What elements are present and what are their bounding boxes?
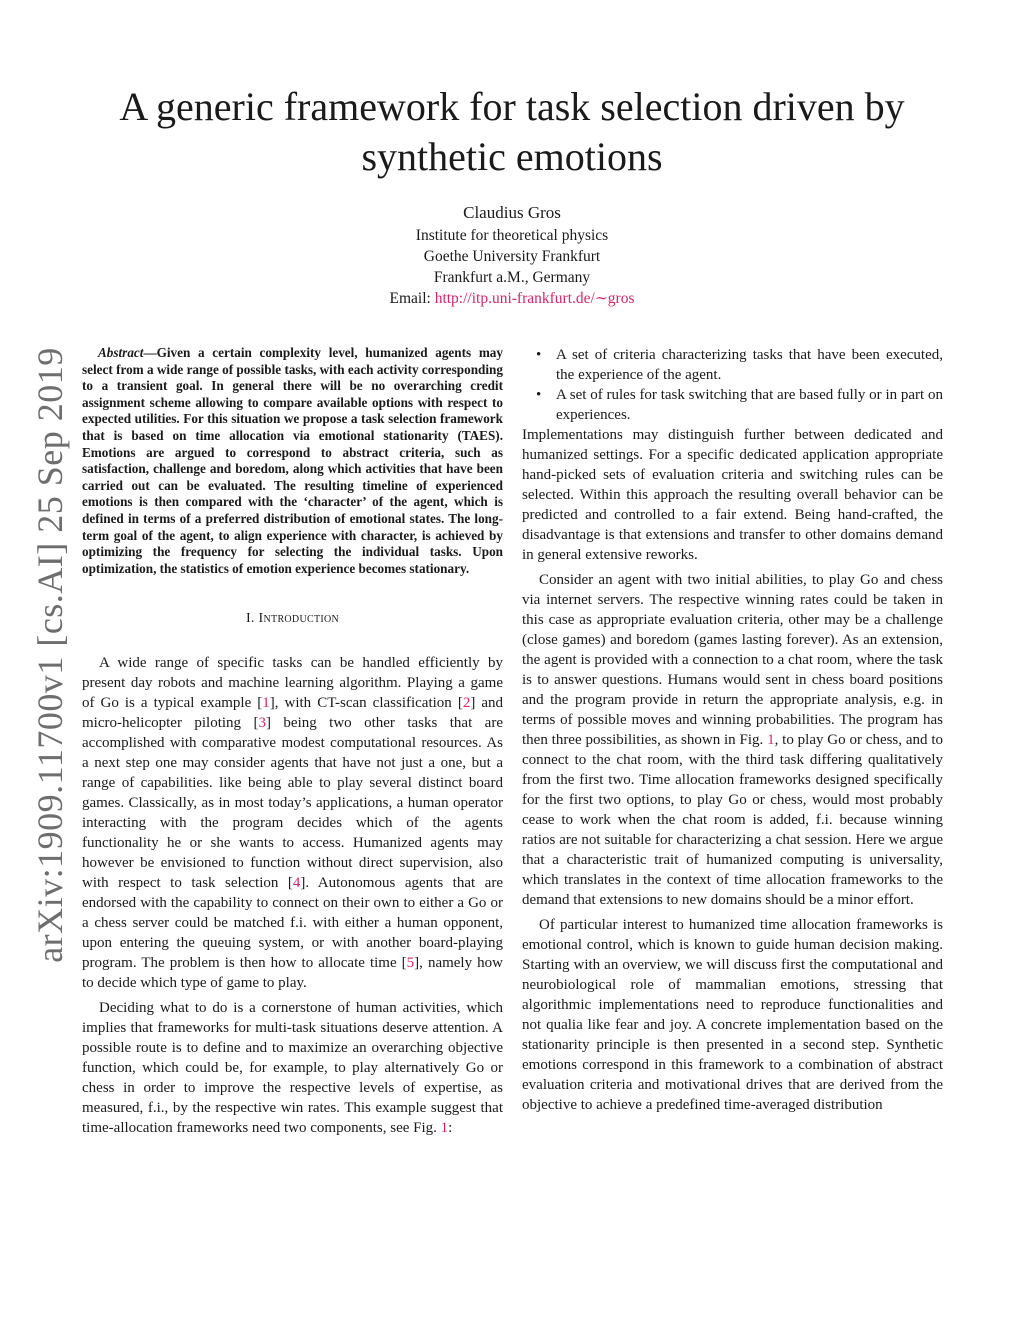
left-column [82, 345, 503, 1138]
paper-title [80, 82, 944, 182]
email-link[interactable]: http://itp.uni-frankfurt.de/∼gros [434, 290, 635, 307]
citation-link[interactable]: 2 [462, 695, 471, 712]
affiliation-university: Goethe University Frankfurt [423, 248, 601, 265]
figure-link[interactable]: 1 [440, 1120, 449, 1137]
citation-link[interactable]: 3 [258, 715, 266, 732]
section-number: I. [245, 611, 255, 627]
author-block [200, 202, 824, 309]
figure-link[interactable]: 1 [767, 732, 775, 748]
section-heading [82, 609, 503, 629]
author-name: Claudius Gros [463, 203, 561, 222]
arxiv-identifier: arXiv:1909.11700v1 [cs.AI] 25 Sep 2019 [30, 347, 70, 963]
abstract [82, 345, 503, 577]
email-line [200, 288, 824, 309]
right-column [522, 345, 943, 1115]
citation-link[interactable]: 4 [292, 875, 301, 892]
list-item: • A set of rules for task switching that are based fully or in part on experiences. [536, 387, 943, 423]
section-title: Introduction [258, 611, 340, 627]
citation-link[interactable]: 5 [406, 955, 415, 972]
arxiv-sidebar-stamp [20, 347, 80, 963]
intro-paragraph-2: Deciding what to do is a cornerstone of human activities, which implies that frameworks for multi-task situations deserve attention. A possible route is to define and to maximize an overarching objective function, which could be, for example, to play alternatively Go or chess in order to improve the respective levels of expertise, as measured, f.i., by the respective win rates. This example suggest that time-allocation frameworks need two components, see Fig. 1: [82, 1000, 503, 1137]
affiliation-city: Frankfurt a.M., Germany [433, 269, 591, 286]
bullet-icon: • [536, 347, 542, 363]
intro-paragraph-1: A wide range of specific tasks can be handled efficiently by present day robots and machine learning algorithm. Playing a game of Go is a typical example [1], with CT-scan classification [2] and micro-helicopter piloting [3] being two other tasks that are accomplished with comparative modest computational resources. As a next step one may consider agents that have not just a one, but a range of capabilities. like being able to play several distinct board games. Classically, as in most today’s applications, a human operator interacting with the program decides which of the agents functionality he or she wants to access. Humanized agents may however be envisioned to function without direct supervision, also with respect to task selection [4]. Autonomous agents that are endorsed with the capability to connect on their own to either a Go or a chess server could be matched f.i. with either a human opponent, upon entering the queuing system, or with another board-playing program. The problem is then how to allocate time [5], namely how to decide which type of game to play. [82, 655, 504, 992]
citation-link[interactable]: 1 [262, 695, 270, 712]
bullet-icon: • [536, 387, 542, 403]
abstract-label: Abstract [98, 345, 144, 360]
email-label: Email: [389, 290, 435, 307]
abstract-text: —Given a certain complexity level, humanized agents may select from a wide range of possible tasks, with each activity corresponding to a transient goal. In general there will be no overarching credit assignment scheme allowing to compare available options with respect to expected utilities. For this situation we propose a task selection framework that is based on time allocation via emotional stationarity (TAES). Emotions are argued to correspond to abstract criteria, such as satisfaction, challenge and boredom, along which activities that have been carried out can be evaluated. The resulting timeline of experienced emotions is then compared with the ‘character’ of the agent, which is defined in terms of a preferred distribution of emotional states. The long-term goal of the agent, to align experience with character, is achieved by optimizing the frequency for selecting the individual tasks. Upon optimization, the statistics of emotion experience becomes stationary. [82, 345, 503, 576]
affiliation-institute: Institute for theoretical physics [415, 227, 609, 244]
components-list [522, 345, 943, 425]
right-paragraph-3: Of particular interest to humanized time allocation frameworks is emotional control, which is known to guide human decision making. Starting with an overview, we will discuss first the computational and neurobiological role of mammalian emotions, stressing that algorithmic implementations need to reproduce functionalities and not qualia like fear and joy. A concrete implementation based on the stationarity principle is then presented in a second step. Synthetic emotions correspond in this framework to a combination of abstract evaluation criteria and motivational drives that are derived from the objective to achieve a predefined time-averaged distribution [522, 917, 943, 1113]
title-line-2: synthetic emotions [361, 134, 663, 179]
right-paragraph-1: Implementations may distinguish further between dedicated and humanized settings. For a specific dedicated application appropriate hand-picked sets of evaluation criteria and switching rules can be selected. Within this approach the resulting overall behavior can be predicted and controlled to a fair extend. Being hand-crafted, the disadvantage is that extensions and transfer to other domains demand in general extensive reworks. [522, 427, 943, 563]
list-item: • A set of criteria characterizing tasks that have been executed, the experience of the agent. [536, 347, 943, 383]
title-line-1: A generic framework for task selection driven by [119, 84, 905, 129]
right-paragraph-2: Consider an agent with two initial abilities, to play Go and chess via internet servers. The respective winning rates could be taken in this case as appropriate evaluation criteria, other may be a challenge (close games) and boredom (games lasting forever). As an extension, the agent is provided with a connection to a chat room, where the task is to answer questions. Humans would sent in chess board positions and the program provide in return the appropriate analysis, e.g. in terms of possible moves and winning probabilities. The program has then three possibilities, as shown in Fig. 1, to play Go or chess, and to connect to the chat room, with the third task differing qualitatively from the first two. Time allocation frameworks designed specifically for the first two options, to play Go or chess, would most probably cease to work when the chat room is added, f.i. because winning ratios are not suitable for characterizing a chat session. Here we argue that a characteristic trait of humanized computing is universality, which translates in the context of time allocation frameworks to the demand that extensions to new domains should be a minor effort. [522, 572, 943, 908]
